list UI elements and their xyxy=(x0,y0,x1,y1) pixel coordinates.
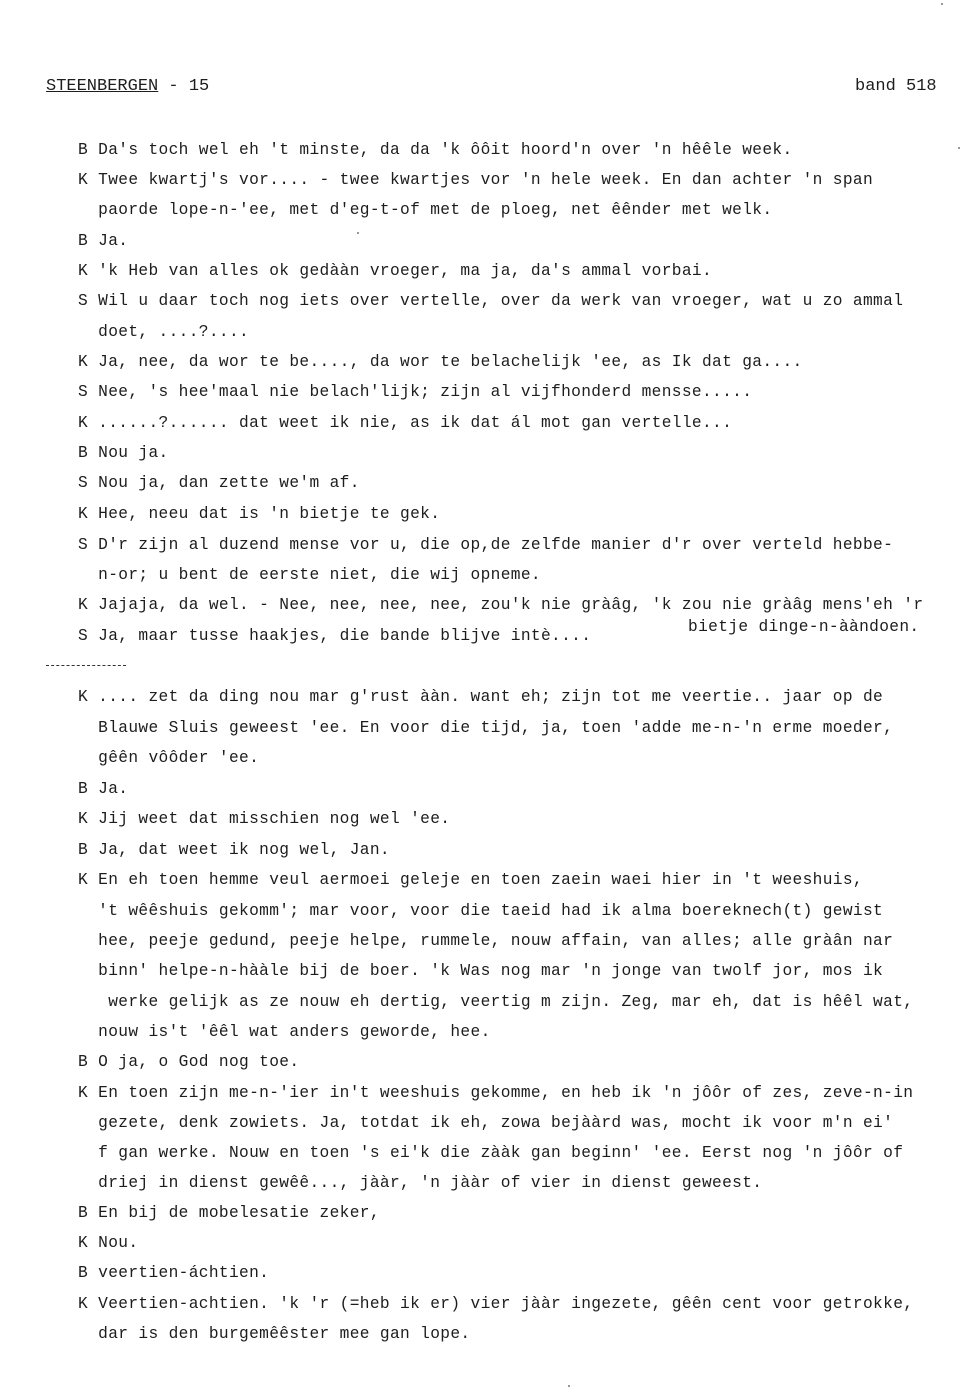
scan-speck xyxy=(958,147,960,149)
transcript-line: f gan werke. Nouw en toen 's ei'k die zààk gan beginn' 'ee. Eerst nog 'n jôôr of xyxy=(78,1144,904,1162)
transcript-line: K Hee, neeu dat is 'n bietje te gek. xyxy=(78,505,441,523)
transcript-line: K Nou. xyxy=(78,1234,139,1252)
transcript-line: B Nou ja. xyxy=(78,444,169,462)
transcript-line: binn' helpe-n-hààle bij de boer. 'k Was nog mar 'n jonge van twolf jor, mos ik xyxy=(78,962,884,980)
transcript-line: K En toen zijn me-n-'ier in't weeshuis gekomme, en heb ik 'n jôôr of zes, zeve-n-in xyxy=(78,1084,914,1102)
header-place: STEENBERGEN xyxy=(46,77,159,96)
transcript-line: gezete, denk zowiets. Ja, totdat ik eh, zowa bejààrd was, mocht ik voor m'n ei' xyxy=(78,1114,894,1132)
transcript-line: K En eh toen hemme veul aermoei geleje en toen zaein waei hier in 't weeshuis, xyxy=(78,871,863,889)
transcript-line: K Veertien-achtien. 'k 'r (=heb ik er) vier jààr ingezete, gêên cent voor getrokke, xyxy=(78,1295,914,1313)
transcript-line: Blauwe Sluis geweest 'ee. En voor die tijd, ja, toen 'adde me-n-'n erme moeder, xyxy=(78,719,894,737)
transcript-line: paorde lope-n-'ee, met d'eg-t-of met de ploeg, net êênder met welk. xyxy=(78,201,773,219)
transcript-line: S D'r zijn al duzend mense vor u, die op,de zelfde manier d'r over verteld hebbe- xyxy=(78,536,894,554)
transcript-line: bietje dinge-n-ààndoen. xyxy=(688,618,920,636)
transcript-line: S Wil u daar toch nog iets over vertelle, over da werk van vroeger, wat u zo ammal xyxy=(78,292,904,310)
transcript-line: K 'k Heb van alles ok gedààn vroeger, ma ja, da's ammal vorbai. xyxy=(78,262,713,280)
transcript-line: S Ja, maar tusse haakjes, die bande blijve intè.... xyxy=(78,627,592,645)
transcript-line: doet, ....?.... xyxy=(78,323,250,341)
transcript-line: 't wêêshuis gekomm'; mar voor, voor die taeid had ik alma boereknech(t) gewist xyxy=(78,902,884,920)
scan-speck xyxy=(941,3,943,5)
transcript-line: werke gelijk as ze nouw eh dertig, veertig m zijn. Zeg, mar eh, dat is hêêl wat, xyxy=(78,993,914,1011)
transcript-line: K .... zet da ding nou mar g'rust ààn. want eh; zijn tot me veertie.. jaar op de xyxy=(78,688,884,706)
transcript-line: B veertien-áchtien. xyxy=(78,1264,270,1282)
transcript-line: B Da's toch wel eh 't minste, da da 'k ôôit hoord'n over 'n hêêle week. xyxy=(78,141,793,159)
transcript-line: gêên vôôder 'ee. xyxy=(78,749,260,767)
transcript-line: B En bij de mobelesatie zeker, xyxy=(78,1204,380,1222)
transcript-line: dar is den burgemêêster mee gan lope. xyxy=(78,1325,471,1343)
transcript-line: hee, peeje gedund, peeje helpe, rummele, nouw affain, van alles; alle gràân nar xyxy=(78,932,894,950)
transcript-line: B Ja. xyxy=(78,232,129,250)
transcript-line: B O ja, o God nog toe. xyxy=(78,1053,300,1071)
transcript-line: K Jij weet dat misschien nog wel 'ee. xyxy=(78,810,451,828)
transcript-line: n-or; u bent de eerste niet, die wij opneme. xyxy=(78,566,541,584)
transcript-line: nouw is't 'êêl wat anders geworde, hee. xyxy=(78,1023,491,1041)
header-page-number: - 15 xyxy=(158,77,210,96)
transcript-line: S Nee, 's hee'maal nie belach'lijk; zijn al vijfhonderd mensse..... xyxy=(78,383,753,401)
scan-speck xyxy=(568,1385,570,1387)
section-separator xyxy=(46,665,126,666)
transcript-line: S Nou ja, dan zette we'm af. xyxy=(78,474,360,492)
transcript-line: K Jajaja, da wel. - Nee, nee, nee, nee, zou'k nie gràâg, 'k zou nie gràâg mens'eh 'r xyxy=(78,596,924,614)
transcript-line: K ......?...... dat weet ik nie, as ik dat ál mot gan vertelle... xyxy=(78,414,733,432)
transcript-line: K Twee kwartj's vor.... - twee kwartjes vor 'n hele week. En dan achter 'n span xyxy=(78,171,874,189)
transcript-line: B Ja. xyxy=(78,780,129,798)
transcript-line: driej in dienst gewêê..., jààr, 'n jààr of vier in dienst geweest. xyxy=(78,1174,763,1192)
transcript-line: K Ja, nee, da wor te be...., da wor te belachelijk 'ee, as Ik dat ga.... xyxy=(78,353,803,371)
scan-speck xyxy=(357,232,359,234)
transcript-line: B Ja, dat weet ik nog wel, Jan. xyxy=(78,841,390,859)
header-band: band 518 xyxy=(855,77,937,96)
